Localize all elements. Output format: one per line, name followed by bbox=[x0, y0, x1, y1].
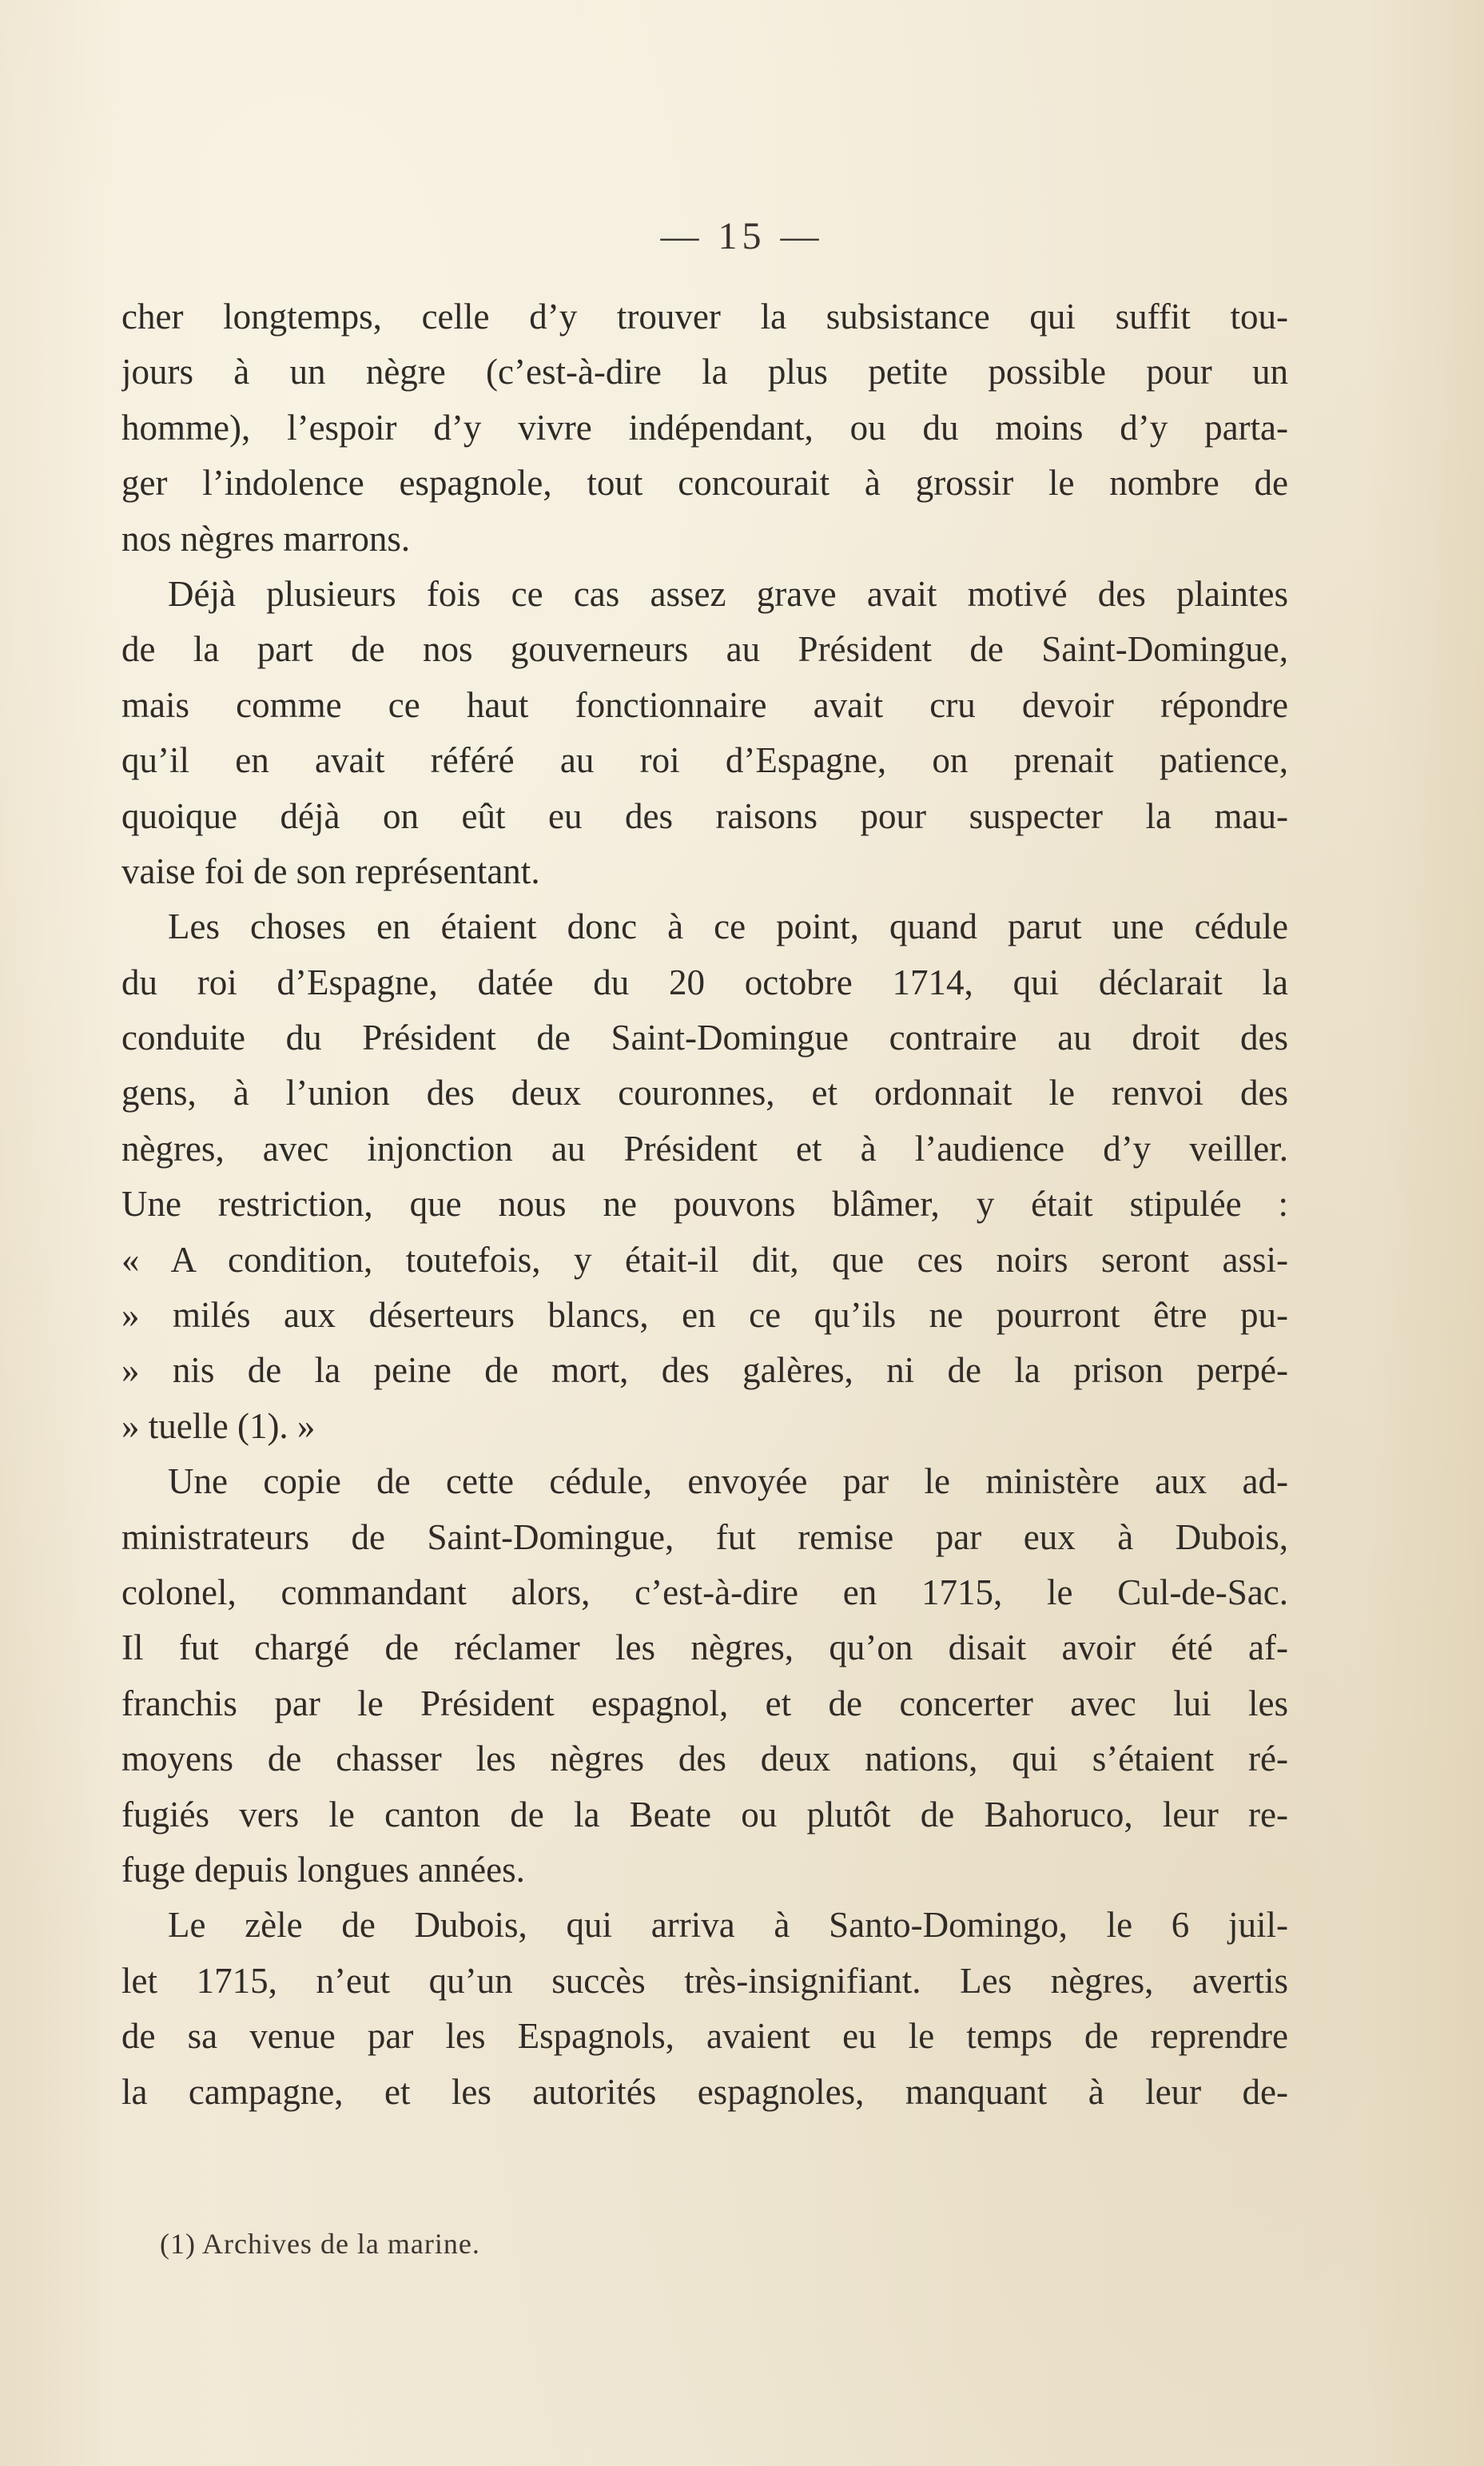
text-line: la campagne, et les autorités espagnoles, manquant à leur de- bbox=[121, 2071, 1288, 2112]
text-line: franchis par le Président espagnol, et de concerter avec lui les bbox=[121, 1683, 1288, 1723]
text-line: quoique déjà on eût eu des raisons pour suspecter la mau- bbox=[121, 795, 1288, 836]
text-line: colonel, commandant alors, c’est-à-dire en 1715, le Cul-de-Sac. bbox=[121, 1572, 1288, 1612]
text-line: fuge depuis longues années. bbox=[121, 1849, 525, 1890]
text-line: let 1715, n’eut qu’un succès très-insignifiant. Les nègres, avertis bbox=[121, 1960, 1288, 2001]
text-line: fugiés vers le canton de la Beate ou plutôt de Bahoruco, leur re- bbox=[121, 1794, 1288, 1835]
text-line: Une restriction, que nous ne pouvons blâmer, y était stipulée : bbox=[121, 1184, 1288, 1225]
text-line: moyens de chasser les nègres des deux nations, qui s’étaient ré- bbox=[121, 1739, 1288, 1779]
text-line: Il fut chargé de réclamer les nègres, qu’on disait avoir été af- bbox=[121, 1627, 1288, 1668]
text-line: ministrateurs de Saint-Domingue, fut remise par eux à Dubois, bbox=[121, 1516, 1288, 1557]
text-line: » tuelle (1). » bbox=[121, 1405, 316, 1446]
text-line: cher longtemps, celle d’y trouver la subsistance qui suffit tou- bbox=[121, 297, 1288, 337]
text-line: qu’il en avait référé au roi d’Espagne, on prenait patience, bbox=[121, 740, 1288, 781]
text-line: » nis de la peine de mort, des galères, ni de la prison perpé- bbox=[121, 1350, 1288, 1391]
text-line: mais comme ce haut fonctionnaire avait cru devoir répondre bbox=[121, 684, 1288, 725]
page-number: — 15 — bbox=[660, 215, 824, 257]
text-line: gens, à l’union des deux couronnes, et ordonnait le renvoi des bbox=[121, 1073, 1288, 1113]
text-line: homme), l’espoir d’y vivre indépendant, ou du moins d’y parta- bbox=[121, 407, 1288, 448]
text-line: jours à un nègre (c’est-à-dire la plus petite possible pour un bbox=[121, 352, 1288, 392]
text-line: nègres, avec injonction au Président et à l’audience d’y veiller. bbox=[121, 1128, 1288, 1169]
text-line: de sa venue par les Espagnols, avaient eu le temps de reprendre bbox=[121, 2016, 1288, 2057]
body-text bbox=[121, 289, 1288, 2120]
text-line: Déjà plusieurs fois ce cas assez grave avait motivé des plaintes bbox=[168, 573, 1288, 614]
text-line: nos nègres marrons. bbox=[121, 518, 411, 559]
text-line: du roi d’Espagne, datée du 20 octobre 1714, qui déclarait la bbox=[121, 962, 1288, 1002]
text-line: de la part de nos gouverneurs au Président de Saint-Domingue, bbox=[121, 629, 1288, 670]
text-line: Une copie de cette cédule, envoyée par le ministère aux ad- bbox=[168, 1461, 1288, 1502]
text-line: Le zèle de Dubois, qui arriva à Santo-Domingo, le 6 juil- bbox=[168, 1905, 1288, 1946]
text-line: conduite du Président de Saint-Domingue contraire au droit des bbox=[121, 1018, 1288, 1058]
text-line: ger l’indolence espagnole, tout concourait à grossir le nombre de bbox=[121, 463, 1288, 504]
text-line: Les choses en étaient donc à ce point, quand parut une cédule bbox=[168, 906, 1288, 947]
text-line: » milés aux déserteurs blancs, en ce qu’ils ne pourront être pu- bbox=[121, 1295, 1288, 1336]
text-line: « A condition, toutefois, y était-il dit, que ces noirs seront assi- bbox=[121, 1239, 1288, 1280]
text-line: vaise foi de son représentant. bbox=[121, 851, 540, 891]
footnote: (1) Archives de la marine. bbox=[160, 2228, 480, 2260]
